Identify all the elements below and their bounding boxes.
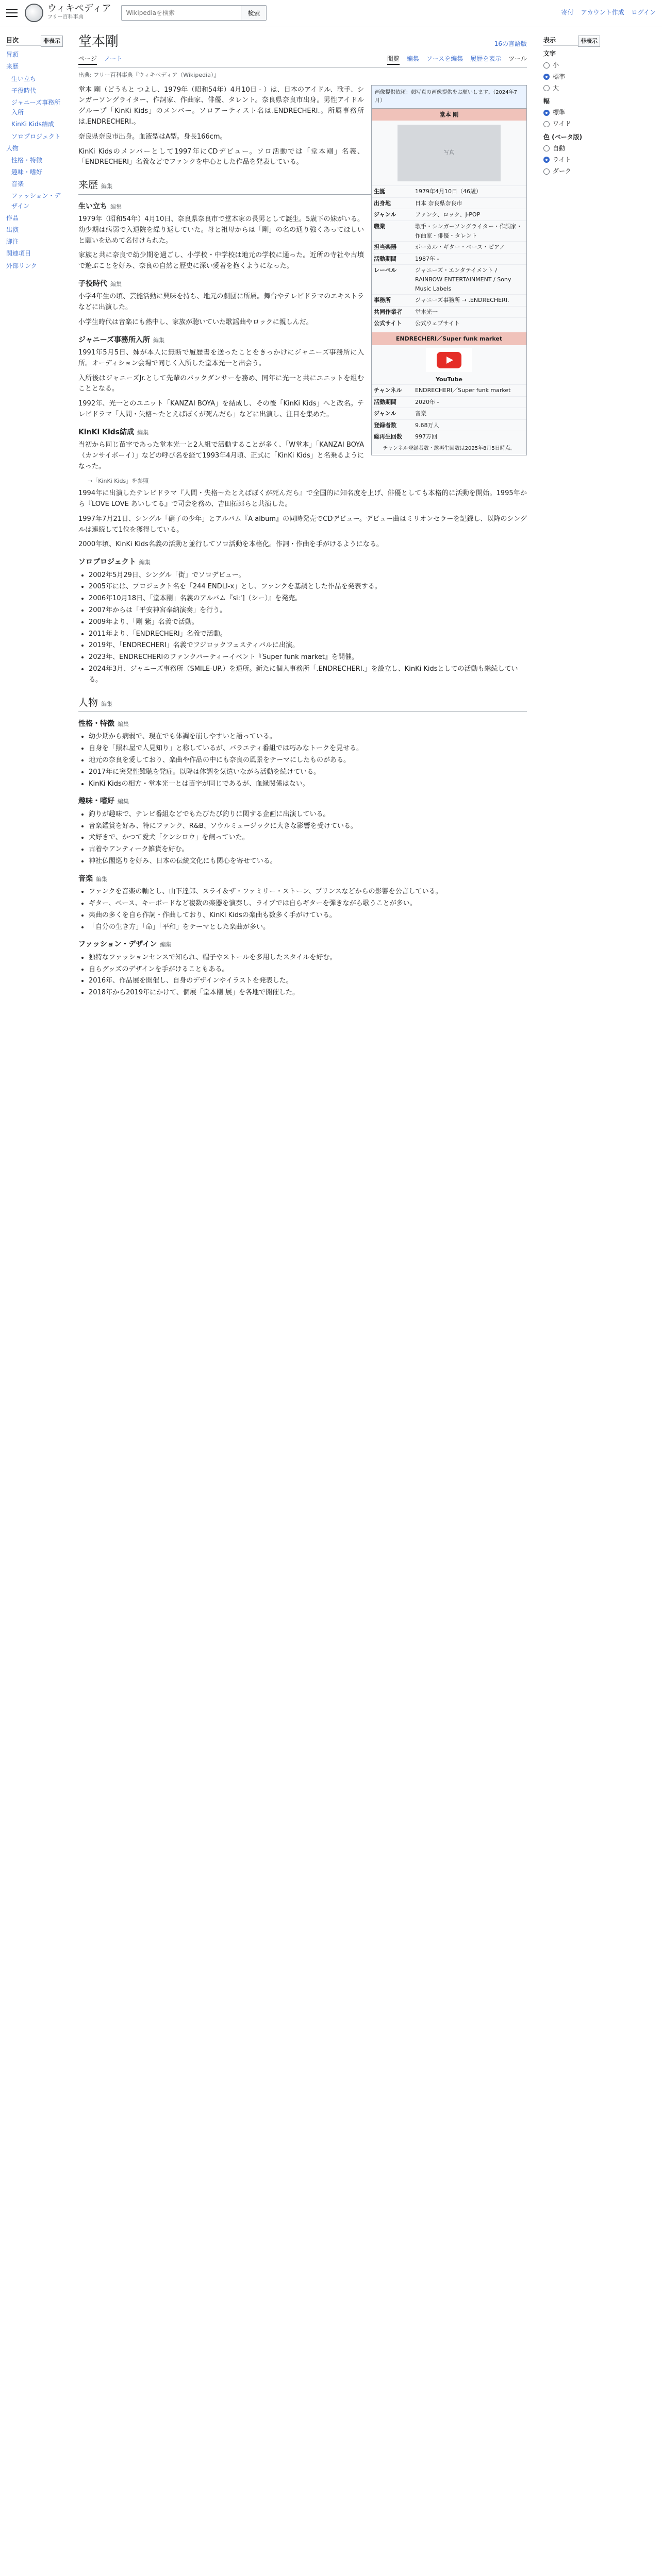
section-heading-kinki: KinKi Kids結成 編集 [78,428,149,436]
infobox-key: 担当楽器 [374,244,396,251]
section-heading-koyaku: 子役時代 編集 [78,279,122,288]
toc-item[interactable]: ソロプロジェクト [11,132,61,140]
infobox-value: ボーカル・ギター・ベース・ピアノ [415,244,505,251]
paragraph: 1997年7月21日、シングル「硝子の少年」とアルバム『A album』の同時発売でCDデビュー。デビュー曲はミリオンセラーを記録し、以降のシングルは連続して1位を獲得している。 [78,515,527,534]
infobox-key: 公式サイト [374,320,402,327]
list-item: • 幼少期から病弱で、現在でも体調を崩しやすいと語っている。 [89,732,527,742]
infobox-title: 堂本 剛 [372,109,526,121]
paragraph: 当初から同じ苗字であった堂本光一と2人組で活動することが多く、「W堂本」「KANZAI BOYA（カンサイボーイ）」などの呼び名を経て1993年4月頃、正式に「KinKi Kids」と名乗るようになった。 [78,441,364,470]
infobox-value: 歌手・シンガーソングライター・作詞家・作曲家・俳優・タレント [415,223,522,239]
appearance-heading [543,36,600,46]
paragraph: 1992年、光一とのユニット「KANZAI BOYA」を結成し、その後「KinKi Kids」へと改名。テレビドラマ「人間・失格〜たとえばぼくが死んだら」などに出演し、注目を集めた。 [78,400,364,419]
list-item: • 2018年から2019年にかけて、個展「堂本剛 展」を各地で開催した。 [89,988,527,998]
radio-label: ライト [553,156,571,163]
toc-item[interactable]: ファッション・デザイン [11,192,61,210]
list-item: • 2007年からは「平安神宮奉納演奏」を行う。 [89,605,527,616]
toc-item[interactable]: 音楽 [11,180,24,188]
list-item: • 2023年、ENDRECHERIのファンクパーティーイベント『Super funk market』を開催。 [89,652,527,663]
list-item: • 音楽鑑賞を好み、特にファンク、R&B、ソウルミュージックに大きな影響を受けている。 [89,821,527,832]
toc-item[interactable]: 生い立ち [11,75,37,82]
list-item: • KinKi Kidsの相方・堂本光一とは苗字が同じであるが、血縁関係はない。 [89,779,527,790]
infobox-row [372,408,526,419]
section-heading-person: 人物 編集 [78,695,527,712]
section-heading-rireki: 来歴 編集 [78,177,527,194]
main-menu-icon[interactable] [6,9,18,17]
infobox-key: 出身地 [374,199,391,207]
list-item: • 2005年には、プロジェクト名を「244 ENDLI-x」とし、ファンクを基調とした作品を発表する。 [89,582,527,592]
donate-link[interactable]: 寄付 [561,9,574,16]
infobox-value: 997万回 [415,433,437,440]
list-item: • 2024年3月、ジャニーズ事務所（SMILE-UP.）を退所。新たに個人事務所「.ENDRECHERI.」を設立し、KinKi Kidsとしての活動も継続している。 [89,664,527,686]
color-label: 色 (ベータ版) [543,133,583,141]
list-item: • 2016年、作品展を開催し、自身のデザインやイラストを発表した。 [89,976,527,987]
table-of-contents [0,26,69,1003]
paragraph: 1991年5月5日、姉が本人に無断で履歴書を送ったことをきっかけにジャニーズ事務所に入所。オーディション会場で同じく入所した堂本光一と出会う。 [78,349,364,367]
search-button[interactable]: 検索 [241,6,266,20]
section-heading-ongaku: 音楽 編集 [78,874,107,883]
radio-label: 自動 [553,144,566,152]
paragraph: 小学4年生の頃、芸能活動に興味を持ち、地元の劇団に所属。舞台やテレビドラマのエキストラなどに出演した。 [78,293,364,312]
infobox-value: ファンク、ロック、J-POP [415,211,481,218]
appearance-title: 表示 [543,37,556,44]
toc-item[interactable]: KinKi Kids結成 [11,121,54,128]
radio-option[interactable] [543,155,600,165]
infobox-row [372,264,526,294]
infobox-value: 1987年 - [415,255,439,262]
edit-link[interactable]: 編集 [137,429,149,436]
radio-icon [543,74,550,80]
toc-hide-button[interactable]: 非表示 [41,36,63,47]
tab-edit-source[interactable]: ソースを編集 [426,55,464,62]
infobox-key: チャンネル [374,387,402,394]
infobox-key: レーベル [374,267,396,274]
list-item: • ファンクを音楽の軸とし、山下達郎、スライ＆ザ・ファミリー・ストーン、プリンスなどからの影響を公言している。 [89,887,527,897]
infobox-row [372,185,526,197]
edit-link[interactable]: 編集 [96,875,107,883]
infobox-value: 公式ウェブサイト [415,320,460,327]
channel-platform: YouTube [436,376,462,383]
user-links [561,8,656,18]
width-label: 幅 [543,97,550,105]
site-tagline: フリー百科事典 [47,14,84,20]
radio-option[interactable] [543,119,600,129]
site-name: ウィキペディア [47,3,111,14]
radio-icon [543,85,550,91]
infobox-row [372,241,526,253]
infobox-value: 日本 奈良県奈良市 [415,199,462,207]
list-item: • 釣りが趣味で、テレビ番組などでもたびたび釣りに関する企画に出演している。 [89,809,527,820]
radio-label: 標準 [553,109,566,116]
infobox-value: 2020年 - [415,398,439,405]
radio-option[interactable] [543,108,600,117]
toc-item[interactable]: 来歴 [6,63,19,71]
list-item: • 地元の奈良を愛しており、楽曲や作品の中にも奈良の風景をテーマにしたものがある。 [89,755,527,766]
create-account-link[interactable]: アカウント作成 [581,9,624,16]
infobox-row [372,396,526,408]
radio-option[interactable] [543,72,600,82]
infobox-key: 総再生回数 [374,433,402,440]
tab-talk[interactable]: ノート [104,55,123,62]
portrait-placeholder: 写真 [398,125,501,181]
list-item: • 2002年5月29日、シングル「街」でソロデビュー。 [89,570,527,581]
edit-link[interactable]: 編集 [101,700,113,707]
site-header [0,0,662,26]
list-item: • 2009年より、「剛 紫」名義で活動。 [89,617,527,628]
youtube-icon [437,352,461,368]
channel-title: ENDRECHERI／Super funk market [372,332,526,346]
site-logo[interactable] [25,4,111,22]
infobox [371,85,527,455]
toc-heading [6,36,63,46]
infobox-key: ジャンル [374,410,396,417]
list-item: • 神社仏閣巡りを好み、日本の伝統文化にも関心を寄せている。 [89,856,527,867]
toc-title: 目次 [6,37,19,44]
tab-page[interactable]: ページ [78,54,97,65]
toc-item[interactable]: 冒頭 [6,51,19,59]
language-button[interactable]: 16の言語版 [494,40,527,47]
infobox-key: 活動期間 [374,398,396,405]
infobox-key: 共同作業者 [374,308,402,315]
infobox-key: 登録者数 [374,421,396,429]
toc-item[interactable]: 作品 [6,214,19,222]
list-item: • ギター、ベース、キーボードなど複数の楽器を演奏し、ライブでは自らギターを弾きながら歌うことが多い。 [89,899,527,909]
edit-link[interactable]: 編集 [118,720,129,727]
radio-icon [543,157,550,163]
edit-link[interactable]: 編集 [118,798,129,805]
section-heading-seikaku: 性格・特徴 編集 [78,719,129,728]
toc-item[interactable]: 脚注 [6,238,19,246]
youtube-logo [426,348,472,372]
lead-paragraph-3: KinKi Kidsのメンバーとして1997年にCDデビュー。ソロ活動では「堂本剛」名義、「ENDRECHERI」名義などでファンクを中心とした作品を発表している。 [78,147,364,166]
radio-label: 標準 [553,73,566,80]
page-title: 堂本剛 [78,34,119,49]
toc-item[interactable]: ジャニーズ事務所入所 [11,98,61,116]
paragraph: 入所後はジャニーズJr.として先輩のバックダンサーを務め、同年に光一と共にユニットを組むこととなる。 [78,374,364,393]
main-content [69,26,536,1003]
radio-label: ワイド [553,120,571,128]
edit-link[interactable]: 編集 [153,336,165,344]
section-heading-oitachi: 生い立ち 編集 [78,202,122,211]
shumi-list [78,809,527,867]
paragraph: 2000年頃、KinKi Kids名義の活動と並行してソロ活動を本格化。作詞・作曲を手がけるようになる。 [78,540,383,549]
edit-link[interactable]: 編集 [139,559,151,566]
list-item: • 独特なファッションセンスで知られ、帽子やストールを多用したスタイルを好む。 [89,953,527,963]
toc-item[interactable]: 趣味・嗜好 [11,168,43,176]
radio-label: 小 [553,61,559,69]
seikaku-list [78,732,527,789]
hatnote[interactable]: →「KinKi Kids」を参照 [88,477,149,484]
section-heading-solo: ソロプロジェクト 編集 [78,558,151,567]
section-heading-johnnys: ジャニーズ事務所入所 編集 [78,335,165,344]
infobox-row [372,384,526,396]
toc-item[interactable]: 性格・特徴 [11,156,43,164]
infobox-key: 事務所 [374,297,391,304]
toc-item[interactable]: 出演 [6,226,19,233]
edit-link[interactable]: 編集 [101,183,113,190]
tab-read[interactable]: 閲覧 [387,54,400,65]
tab-edit[interactable]: 編集 [406,55,419,62]
infobox-row [372,419,526,431]
page-tabs [78,54,527,67]
paragraph: 1994年に出演したテレビドラマ『人間・失格〜たとえばぼくが死んだら』で全国的に知名度を上げ、俳優としても本格的に活動を開始。1995年から『LOVE LOVE あいしてる』で司会を務め、吉田拓郎らと共演した。 [78,489,527,509]
list-item: • 自身を「照れ屋で人見知り」と称しているが、バラエティ番組では巧みなトークを見せる。 [89,743,527,754]
toc-item[interactable]: 関連項目 [6,250,31,258]
radio-label: ダーク [553,167,572,175]
list-item: • 犬好きで、かつて愛犬「ケンシロウ」を飼っていた。 [89,833,527,843]
section-heading-fashion: ファッション・デザイン 編集 [78,940,172,949]
infobox-key: 生誕 [374,188,385,195]
list-item: • 2011年より、「ENDRECHERI」名義で活動。 [89,629,527,640]
radio-icon [543,62,550,69]
infobox-row [372,209,526,221]
toc-item[interactable]: 外部リンク [6,262,37,269]
tab-history[interactable]: 履歴を表示 [470,55,502,62]
section-heading-shumi: 趣味・嗜好 編集 [78,797,129,806]
radio-option[interactable] [543,166,600,176]
list-item: • 2017年に突発性難聴を発症。以降は体調を気遣いながら活動を続けている。 [89,767,527,778]
infobox-value: 音楽 [415,410,426,417]
infobox-value: 9.68万人 [415,421,439,429]
infobox-row [372,294,526,306]
infobox-row [372,431,526,443]
edit-link[interactable]: 編集 [160,941,172,948]
solo-list [78,570,527,686]
paragraph: 1979年（昭和54年）4月10日、奈良県奈良市で堂本家の長男として誕生。5歳下の妹がいる。幼少期は病弱で入退院を繰り返していた。母と祖母からは「剛」の名の通り強くあってほしいと願いを込めて名付けられた。 [78,215,364,245]
radio-icon [543,145,550,151]
list-item: • 楽曲の多くを自ら作詞・作曲しており、KinKi Kidsの楽曲も数多く手がけている。 [89,910,527,921]
appearance-panel [536,26,607,1003]
image-request-notice: 画像提供依頼：顔写真の画像提供をお願いします。（2024年7月） [372,86,526,109]
infobox-value: 1979年4月10日（46歳） [415,188,482,195]
radio-label: 大 [553,84,559,92]
infobox-value: ENDRECHERI／Super funk market [415,387,511,394]
lead-paragraph: 堂本 剛（どうもと つよし、1979年（昭和54年）4月10日 - ）は、日本のアイドル、歌手、シンガーソングライター、作詞家、作曲家、俳優、タレント。奈良県奈良市出身。男性アイドルグループ「KinKi Kids」のメンバー。ソロアーティスト名は.ENDRECHERI.。所属事務所は.ENDRECHERI.。 [78,86,364,126]
login-link[interactable]: ログイン [631,9,656,16]
tab-tools[interactable]: ツール [508,55,527,62]
infobox-key: 職業 [374,223,385,230]
paragraph: 小学生時代は音楽にも熱中し、家族が聴いていた歌謡曲やロックに親しんだ。 [78,318,313,326]
page-source-note: 出典: フリー百科事典『ウィキペディア（Wikipedia）』 [78,71,220,78]
wikipedia-globe-icon [25,4,43,22]
lead-paragraph-2: 奈良県奈良市出身。血液型はA型。身長166cm。 [78,132,227,141]
list-item: • 2006年10月18日、「堂本剛」名義のアルバム『si:']（シー）』を発売。 [89,594,527,604]
toc-item[interactable]: 子役時代 [11,87,37,94]
infobox-key: ジャンル [374,211,396,218]
infobox-value: ジャニーズ事務所 → .ENDRECHERI. [415,297,509,304]
search-box [121,5,267,21]
infobox-value: ジャニーズ・エンタテイメント / RAINBOW ENTERTAINMENT / Sony Music Labels [415,267,511,292]
paragraph: 家族と共に奈良で幼少期を過ごし、小学校・中学校は地元の学校に通った。近所の寺社や古墳で遊ぶことを好み、奈良の自然と歴史に深い愛着を抱くようになった。 [78,251,364,270]
infobox-row [372,253,526,265]
infobox-row [372,317,526,329]
radio-icon [543,168,550,175]
list-item: • 「自分の生き方」「命」「平和」をテーマとした楽曲が多い。 [89,922,527,933]
list-item: • 古着やアンティーク雑貨を好む。 [89,844,527,855]
ongaku-list [78,887,527,933]
infobox-row [372,221,526,241]
infobox-row [372,197,526,209]
appearance-hide-button[interactable]: 非表示 [578,36,600,47]
radio-option[interactable] [543,83,600,93]
list-item: • 自らグッズのデザインを手がけることもある。 [89,964,527,975]
radio-option[interactable] [543,60,600,70]
edit-link[interactable]: 編集 [110,203,122,210]
edit-link[interactable]: 編集 [110,280,122,287]
radio-icon [543,110,550,116]
text-size-label: 文字 [543,50,556,58]
channel-note: チャンネル登録者数・総再生回数は2025年8月5日時点。 [383,446,516,452]
fashion-list [78,953,527,998]
infobox-value: 堂本光一 [415,308,438,315]
radio-option[interactable] [543,144,600,154]
search-input[interactable] [122,9,241,16]
list-item: • 2019年、「ENDRECHERI」名義でフジロックフェスティバルに出演。 [89,640,527,651]
toc-item[interactable]: 人物 [6,144,19,152]
infobox-key: 活動期間 [374,255,396,262]
radio-icon [543,121,550,127]
infobox-row [372,306,526,318]
